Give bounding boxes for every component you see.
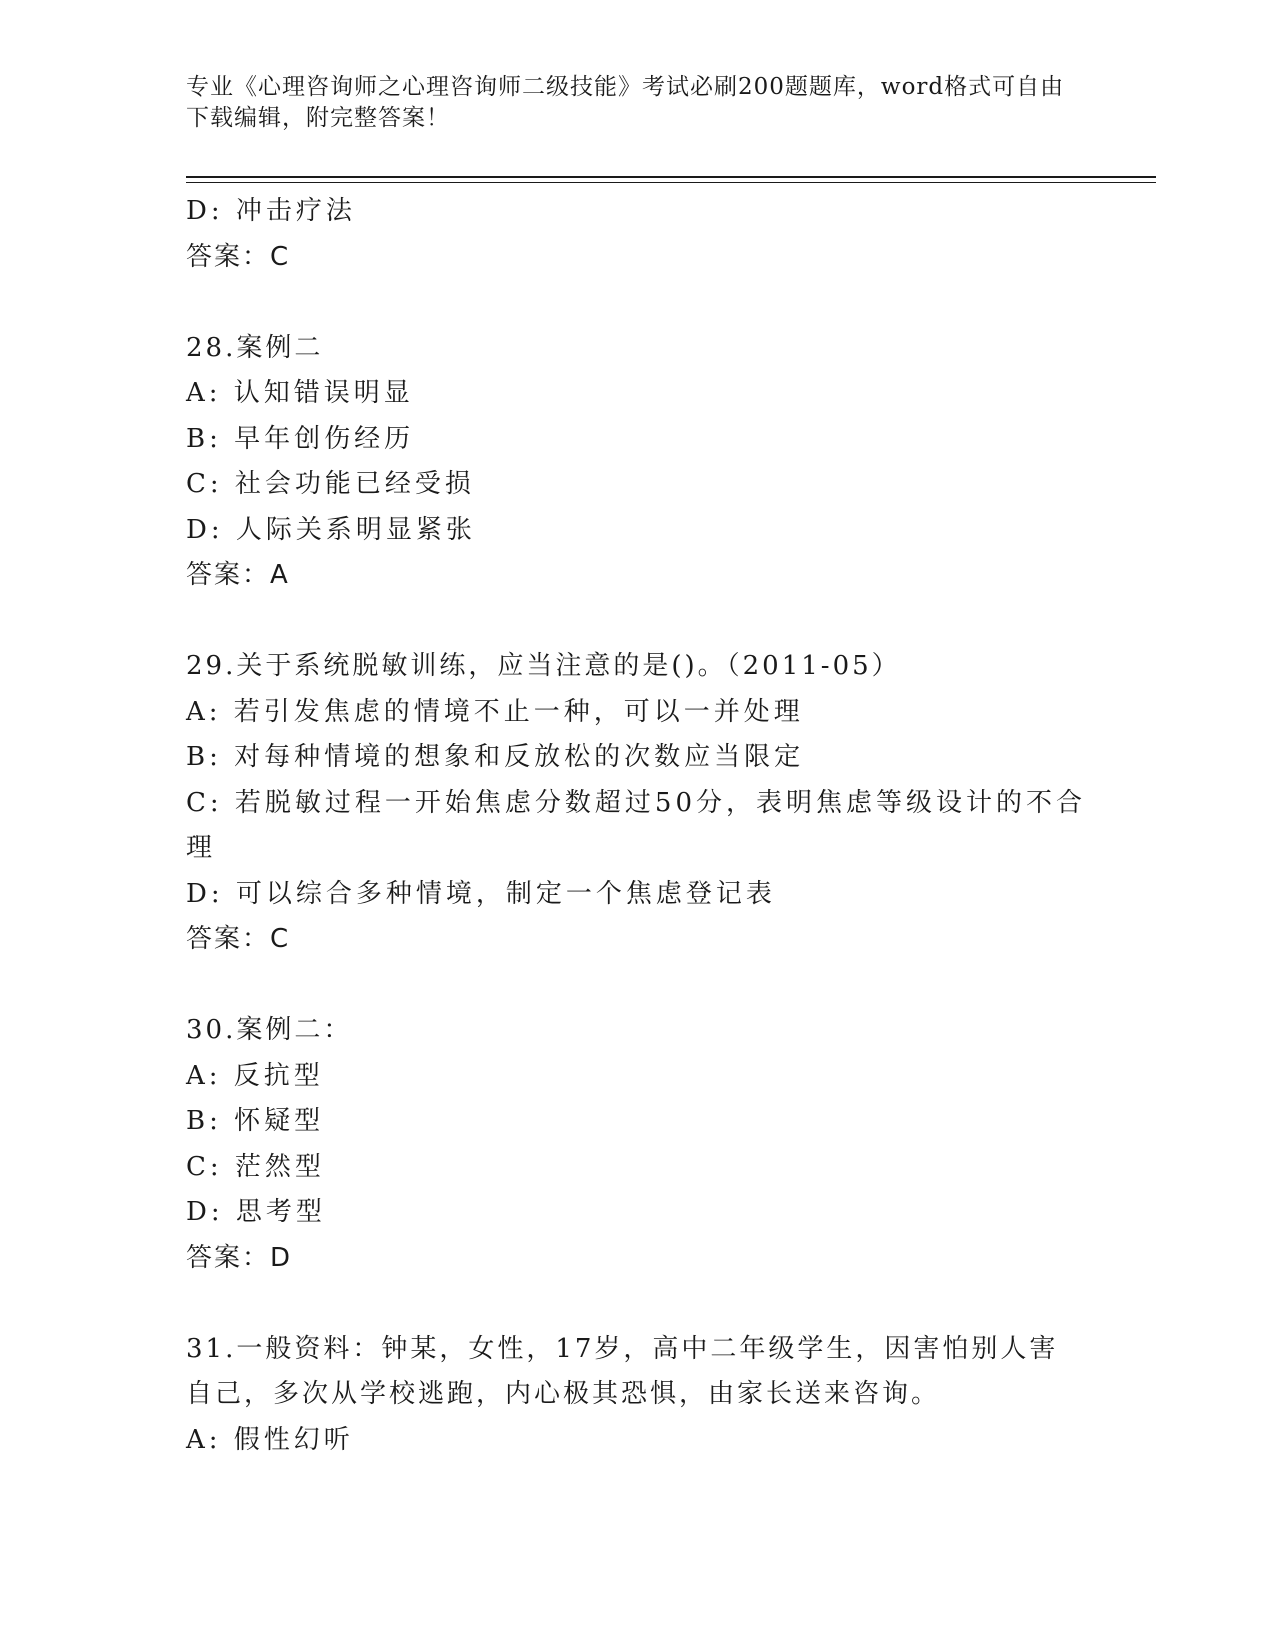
spacer	[186, 963, 1086, 1009]
option-b: B: 早年创伤经历	[186, 423, 415, 454]
question-31: 31.一般资料：钟某，女性，17岁，高中二年级学生，因害怕别人害自己，多次从学校逃跑，内心极其恐惧，由家长送来咨询。	[186, 1333, 1059, 1409]
option-a: A: 反抗型	[186, 1060, 324, 1091]
spacer	[186, 599, 1086, 645]
document-header: 专业《心理咨询师之心理咨询师二级技能》考试必刷200题题库，word格式可自由下载编辑，附完整答案！	[186, 74, 1065, 131]
header-divider-thick	[186, 176, 1156, 178]
option-d: D: 思考型	[186, 1197, 326, 1227]
question-30: 30.案例二：	[186, 1015, 353, 1045]
answer-line: 答案：A	[186, 560, 290, 590]
option-b: B: 对每种情境的想象和反放松的次数应当限定	[186, 742, 805, 772]
option-a: A: 若引发焦虑的情境不止一种，可以一并处理	[186, 696, 804, 727]
option-c: C: 若脱敏过程一开始焦虑分数超过50分，表明焦虑等级设计的不合理	[186, 787, 1087, 863]
option-c: C: 社会功能已经受损	[186, 469, 475, 499]
option-d: D: 人际关系明显紧张	[186, 514, 476, 545]
spacer	[186, 1281, 1086, 1327]
question-29: 29.关于系统脱敏训练，应当注意的是()。（2011-05）	[186, 651, 901, 681]
option-c: C: 茫然型	[186, 1151, 325, 1182]
option-b: B: 怀疑型	[186, 1106, 325, 1136]
option-d: D: 可以综合多种情境，制定一个焦虑登记表	[186, 878, 776, 909]
question-28: 28.案例二	[186, 332, 324, 363]
option-d: D: 冲击疗法	[186, 196, 356, 226]
spacer	[186, 280, 1086, 326]
option-a: A: 认知错误明显	[186, 378, 414, 408]
option-a: A: 假性幻听	[186, 1424, 354, 1455]
answer-line: 答案：C	[186, 924, 291, 954]
answer-line: 答案：D	[186, 1242, 293, 1273]
answer-line: 答案：C	[186, 241, 291, 272]
question-list	[186, 189, 1086, 1463]
header-divider-thin	[186, 182, 1156, 183]
